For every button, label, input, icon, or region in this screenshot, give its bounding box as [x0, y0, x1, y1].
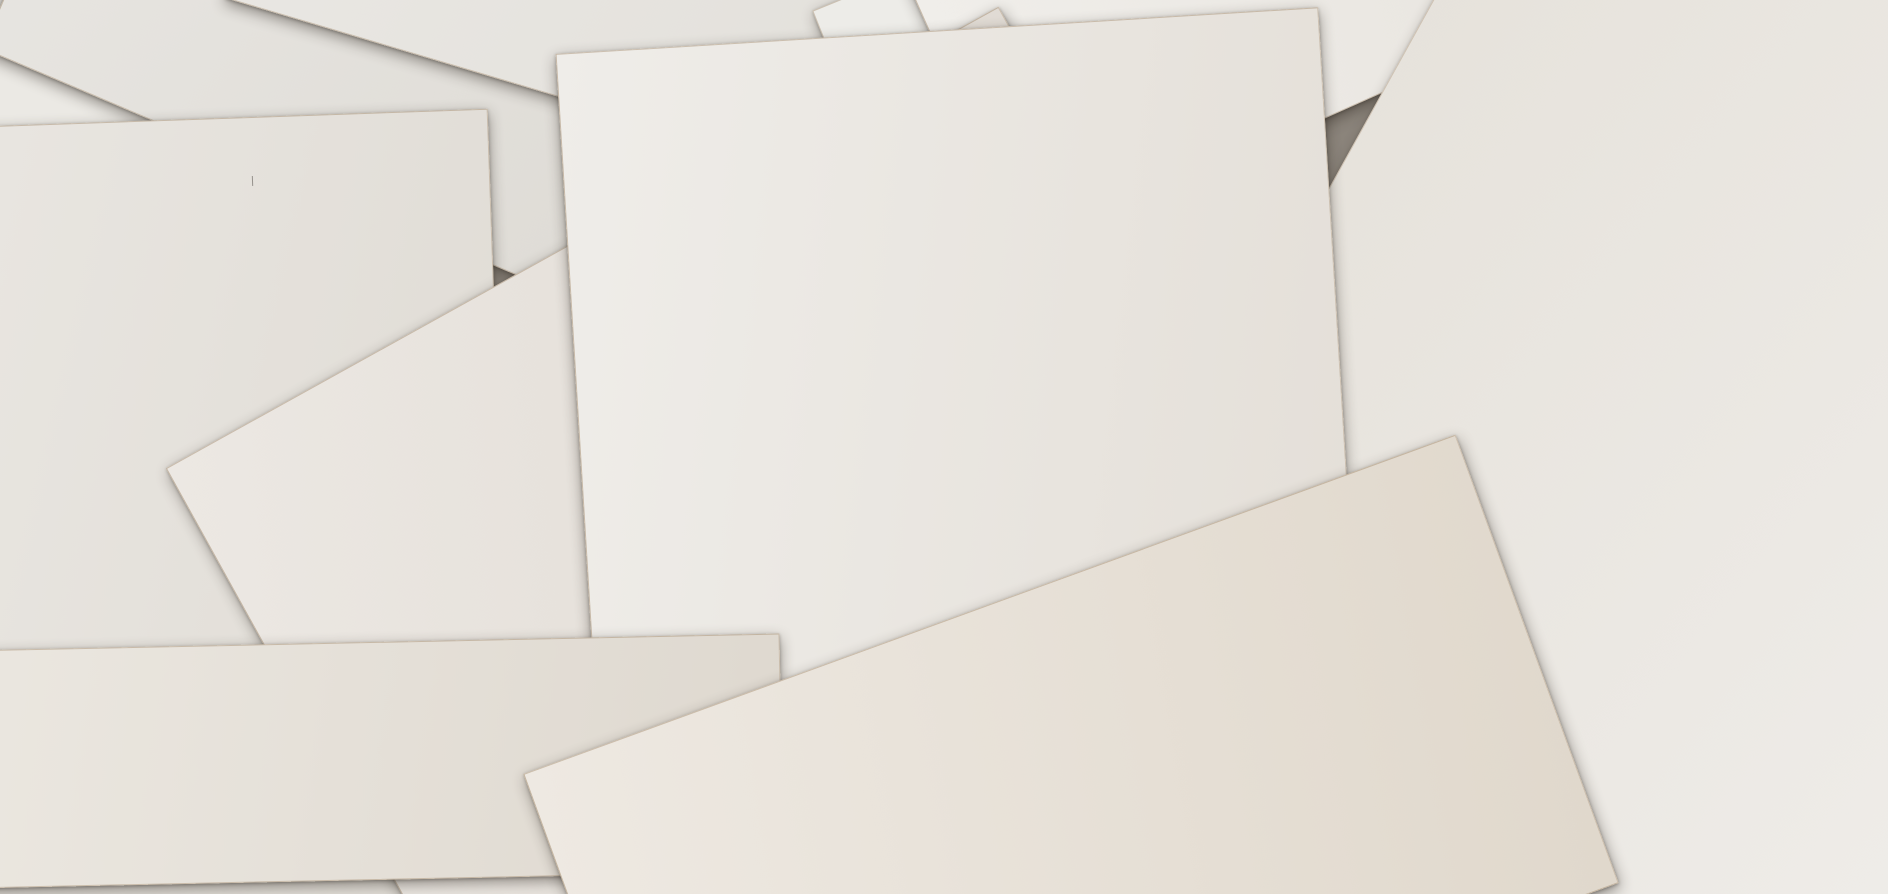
freearm-rotated-right-column — [1048, 556, 1499, 720]
freearm-left-column-large-text — [0, 186, 252, 197]
syllabus-subheading — [673, 118, 1294, 156]
syllabus-section-heading — [673, 118, 1294, 156]
freearm-columns — [0, 168, 489, 197]
syllabus-header-row — [682, 95, 1277, 131]
drawing-label — [709, 116, 1324, 154]
right-rotated-text — [1367, 0, 1663, 473]
freearm-left-column-small-text — [0, 176, 252, 187]
freearm-right-column-text — [253, 168, 489, 186]
freearm-left-column — [0, 176, 252, 197]
running-head-natural-objects-54 — [682, 95, 1277, 131]
syllabus-body-text — [709, 118, 1300, 154]
freearm-rotated-left-column — [858, 721, 1047, 790]
technical-points-heading — [315, 721, 675, 729]
